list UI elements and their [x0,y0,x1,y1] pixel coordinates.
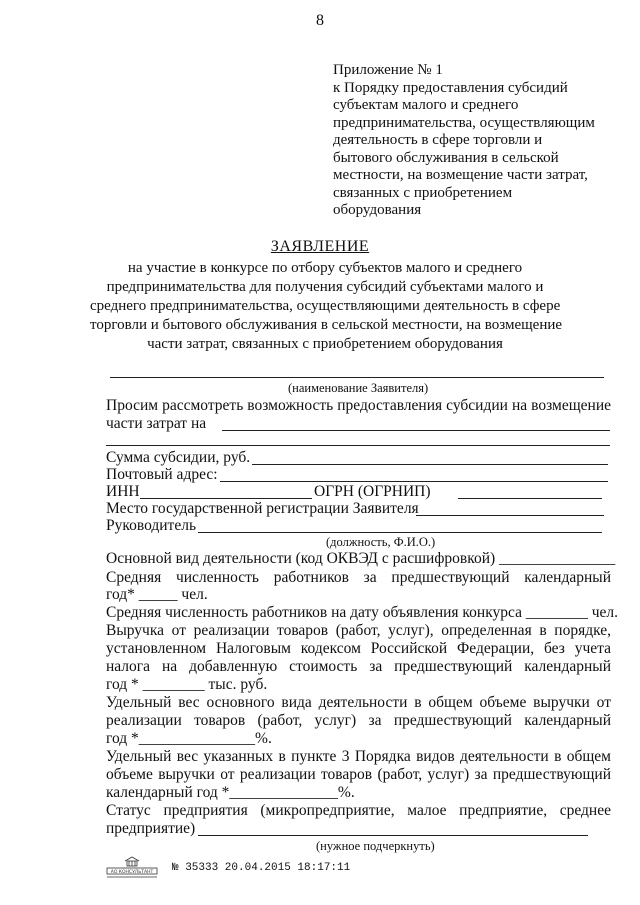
appendix-line: бытового обслуживания в сельской [333,149,559,166]
request-line: Просим рассмотреть возможность предоставления субсидии на возмещение [106,397,611,414]
stamp-logo-icon [105,855,159,881]
postal-address-label: Почтовый адрес: [106,466,218,483]
share-main-line: год *_______________%. [106,730,272,747]
appendix-header [333,62,623,220]
revenue-line: налога на добавленную стоимость за предшествующий календарный [106,658,611,675]
document-subtitle [90,259,563,354]
inn-label: ИНН [106,483,140,500]
revenue-line: год * ________ тыс. руб. [106,676,268,693]
registration-stamp-text: № 35333 20.04.2015 18:17:11 [172,862,351,874]
applicant-name-field[interactable] [110,377,604,378]
request-line: части затрат на [106,415,207,432]
appendix-line: субъектам малого и среднего [333,97,519,113]
subtitle-line: на участие в конкурсе по отбору субъектов малого и среднего [127,260,523,276]
appendix-line: Приложение № 1 [333,62,443,78]
revenue-line: Выручка от реализации товаров (работ, услуг), определенная в порядке, [106,622,611,639]
svg-text:АО КОНСУЛЬТАНТ: АО КОНСУЛЬТАНТ [110,870,154,875]
subtitle-line: торговли и бытового обслуживания в сельской местности, на возмещение [90,317,563,333]
inn-field[interactable] [140,498,312,499]
staff-on-date-line: Средняя численность работников на дату объявления конкурса ________ чел. [106,604,619,621]
postal-address-field[interactable] [220,481,608,482]
appendix-line: связанных с приобретением [333,184,513,201]
head-label: Руководитель [106,517,197,534]
okved-line: Основной вид деятельности (код ОКВЭД с расшифровкой) _______________ [106,550,616,567]
status-field[interactable] [198,835,588,836]
page-number: 8 [316,12,324,29]
cost-purpose-field[interactable] [222,430,610,431]
head-caption: (должность, Ф.И.О.) [326,535,436,549]
subtitle-line: части затрат, связанных с приобретением оборудования [147,336,503,352]
appendix-line: деятельность в сфере торговли и [333,132,543,148]
revenue-line: установленном Налоговым кодексом Российской Федерации, без учета [106,640,611,657]
subtitle-line: предпринимательства для получения субсидий субъектами малого и [106,279,544,295]
subsidy-amount-label: Сумма субсидии, руб. [106,449,251,466]
status-caption: (нужное подчеркнуть) [316,839,435,853]
appendix-line: предпринимательства, осуществляющим [333,114,595,131]
share-main-line: реализации товаров (работ, услуг) за предшествующий календарный [106,712,611,729]
registration-place-label: Место государственной регистрации Заявителя [106,500,419,517]
cost-purpose-field-2[interactable] [106,445,610,446]
status-line: предприятие) [106,820,196,837]
avg-staff-line: Средняя численность работников за предшествующий календарный [106,569,611,586]
ogrn-label: ОГРН (ОГРНИП) [314,483,431,500]
ogrn-field[interactable] [458,498,602,499]
share-main-line: Удельный вес основного вида деятельности в общем объеме выручки от [106,694,611,711]
share-p3-line: Удельный вес указанных в пункте 3 Порядка видов деятельности в общем [106,748,611,765]
appendix-line: местности, на возмещение части затрат, [333,167,588,183]
subtitle-line: среднего предпринимательства, осуществляющими деятельность в сфере [90,298,561,314]
registration-place-field[interactable] [416,515,604,516]
subsidy-amount-field[interactable] [252,464,608,465]
document-title: ЗАЯВЛЕНИЕ [270,238,370,255]
status-line: Статус предприятия (микропредприятие, малое предприятие, среднее [106,802,611,819]
avg-staff-line: год* _____ чел. [106,586,208,603]
applicant-caption: (наименование Заявителя) [288,381,429,395]
appendix-line: к Порядку предоставления субсидий [333,79,568,96]
appendix-line: оборудования [333,202,422,218]
share-p3-line: объеме выручки от реализации товаров (работ, услуг) за предшествующий [106,766,611,783]
share-p3-line: календарный год *______________%. [106,784,355,801]
head-field[interactable] [198,532,602,533]
